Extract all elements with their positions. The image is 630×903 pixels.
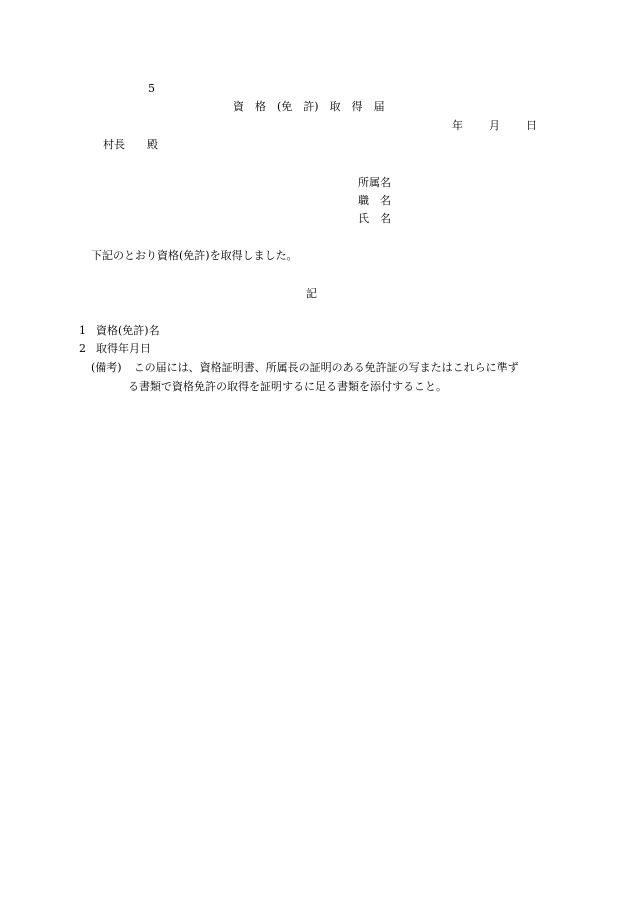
form-number: 5 (148, 82, 155, 95)
date-year-label: 年 (452, 119, 463, 132)
addressee-honorific: 殿 (147, 138, 158, 151)
list-item (79, 325, 160, 336)
note-line-2: る書類で資格免許の取得を証明するに足る書類を添付すること。 (128, 380, 447, 393)
date-day-label: 日 (526, 119, 537, 132)
item-label: 取得年月日 (96, 342, 151, 355)
intro-text: 下記のとおり資格(免許)を取得しました。 (91, 249, 298, 262)
date-month-label: 月 (489, 119, 500, 132)
date-line (452, 120, 537, 131)
note-label: (備考) (91, 361, 122, 374)
item-number: 1 (79, 324, 86, 337)
name-label: 氏 名 (358, 212, 391, 225)
item-number: 2 (79, 342, 86, 355)
ki-heading: 記 (306, 287, 317, 300)
document-title: 資 格 (免 許) 取 得 届 (233, 100, 385, 113)
position-label: 職 名 (358, 194, 391, 207)
note-line-1 (91, 362, 519, 373)
list-item (79, 343, 151, 354)
addressee-line (103, 139, 158, 150)
item-label: 資格(免許)名 (96, 324, 160, 337)
addressee-title: 村長 (103, 138, 125, 151)
note-text-1: この届には、資格証明書、所属長の証明のある免許証の写またはこれらに準ず (133, 361, 519, 374)
affiliation-label: 所属名 (358, 176, 391, 189)
